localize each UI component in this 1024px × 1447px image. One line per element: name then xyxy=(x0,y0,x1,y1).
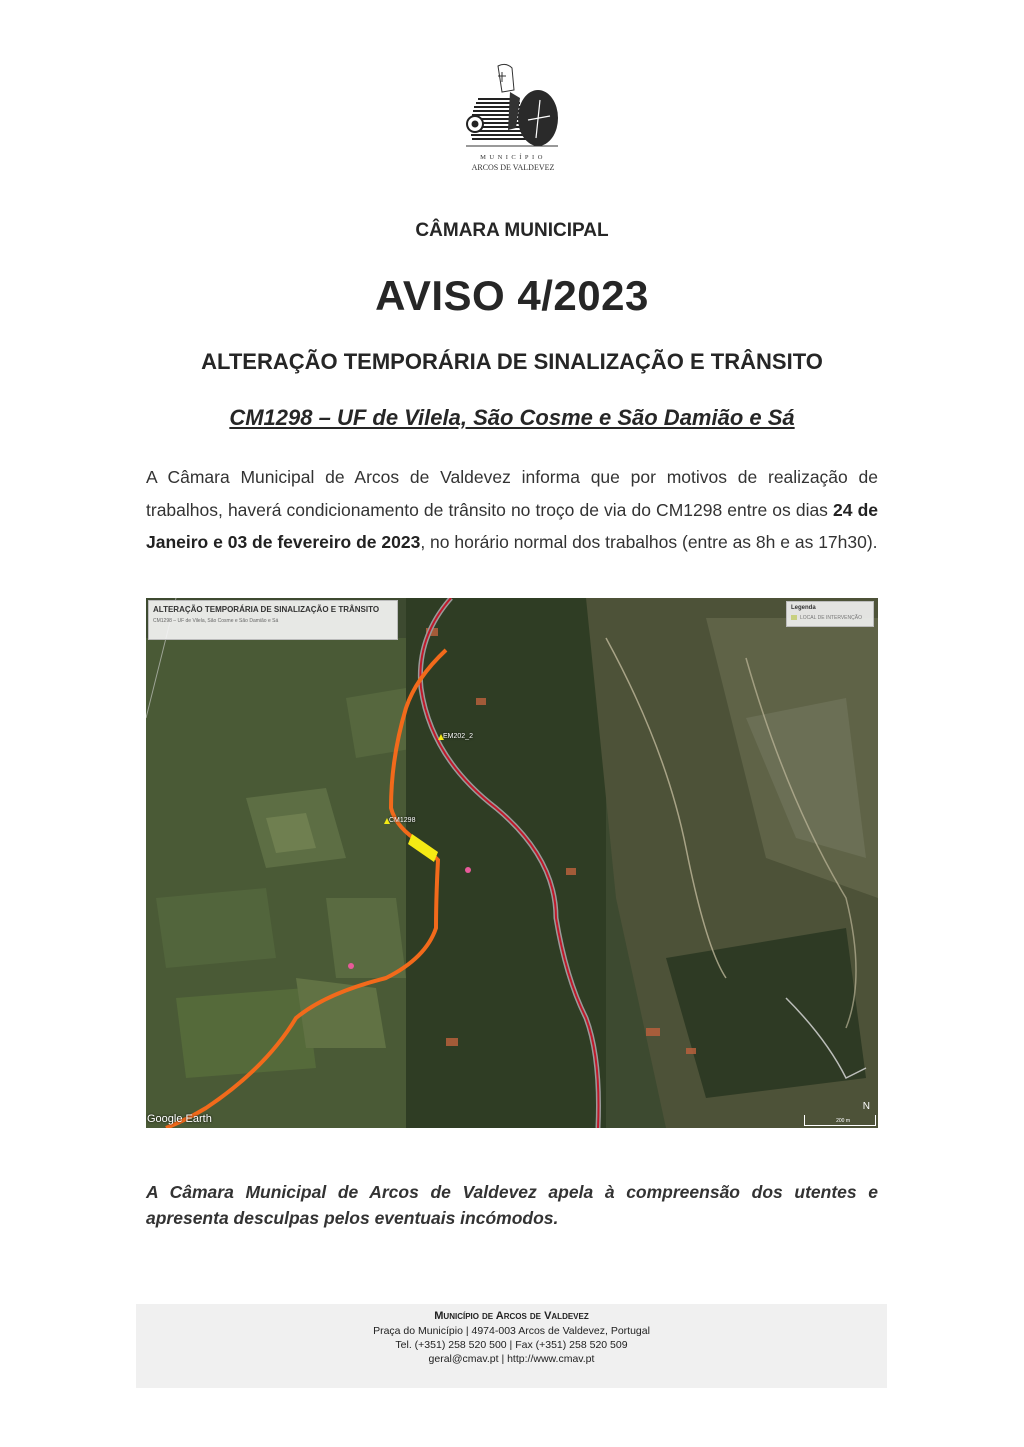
map-scale-label: 200 m xyxy=(836,1118,850,1124)
map-label-cm1298: CM1298 xyxy=(389,817,416,824)
body-dates: 24 de Janeiro e 03 de fevereiro de 2023 xyxy=(146,499,879,552)
legend-item-label: LOCAL DE INTERVENÇÃO xyxy=(800,615,862,621)
legend-title: Legenda xyxy=(791,605,816,611)
footer xyxy=(136,1304,887,1388)
municipality-logo xyxy=(458,58,568,176)
footer-address: Praça do Município | 4974-003 Arcos de Valdevez, Portugal xyxy=(373,1325,650,1337)
organization-heading: CÂMARA MUNICIPAL xyxy=(415,220,609,241)
satellite-map xyxy=(146,598,878,1128)
body-text-part2: , no horário normal dos trabalhos (entre as 8h e as 17h30). xyxy=(420,532,878,552)
footer-contact[interactable]: geral@cmav.pt | http://www.cmav.pt xyxy=(428,1353,595,1365)
municipal-coat-of-arms-icon xyxy=(458,58,568,153)
map-label-em202: EM202_2 xyxy=(443,733,473,740)
map-subtitle: CM1298 – UF de Vilela, São Cosme e São Damião e Sá xyxy=(153,618,279,624)
logo-text-arcos-de-valdevez: ARCOS DE VALDEVEZ xyxy=(471,163,555,172)
notice-title: AVISO 4/2023 xyxy=(375,272,649,319)
north-arrow-icon: N xyxy=(862,1101,870,1112)
closing-statement: A Câmara Municipal de Arcos de Valdevez apela à compreensão dos utentes e apresenta desculpas pelos eventuais incómodos. xyxy=(146,1182,878,1228)
notice-subject: ALTERAÇÃO TEMPORÁRIA DE SINALIZAÇÃO E TRÂNSITO xyxy=(201,349,823,374)
notice-body xyxy=(146,461,878,559)
map-title: ALTERAÇÃO TEMPORÁRIA DE SINALIZAÇÃO E TRÂNSITO xyxy=(153,605,380,614)
body-text-part1: A Câmara Municipal de Arcos de Valdevez informa que por motivos de realização de trabalhos, haverá condicionamento de trânsito no troço de via do CM1298 entre os dias xyxy=(146,467,878,520)
map-legend xyxy=(786,601,874,627)
satellite-imagery xyxy=(146,598,878,1128)
intervention-swatch-icon xyxy=(791,615,797,620)
legend-item-intervention xyxy=(791,615,862,621)
notice-location: CM1298 – UF de Vilela, São Cosme e São Damião e Sá xyxy=(229,405,795,430)
footer-phone: Tel. (+351) 258 520 500 | Fax (+351) 258 520 509 xyxy=(395,1339,628,1351)
logo-text-municipio: MUNICÍPIO xyxy=(480,154,546,161)
map-title-box xyxy=(148,600,398,640)
google-earth-attribution: Google Earth xyxy=(147,1113,212,1125)
footer-title: Município de Arcos de Valdevez xyxy=(434,1310,589,1322)
